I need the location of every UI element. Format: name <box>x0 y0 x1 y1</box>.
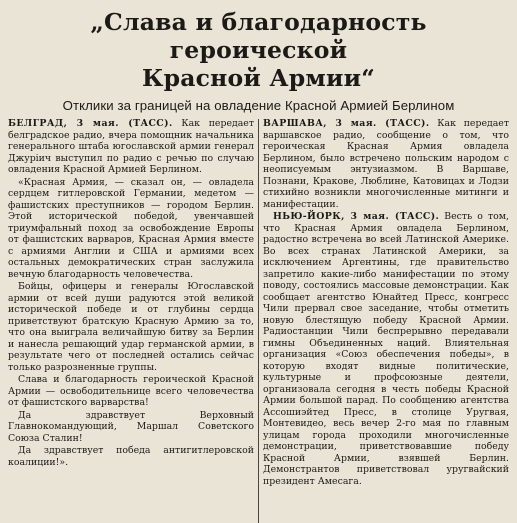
quote-paragraph-1: «Красная Армия, — сказал он, — овладела сердцем гитлеровской Германии, медетом — фашистских преступников — городом Берлин. Этой исторической победой, увенчавшей триумфальный поход за освобождение Европы от фашистских варваров, Красная Армия вместе с армиями Англии и США и армиями всех остальных демократических стран заслужила вечную благодарность человечества. <box>8 176 254 280</box>
warsaw-text: Как передает варшавское радио, сообщение о том, что героическая Красная Армия овладела Берлином, было встречено польским народом с неописуемым энтузиазмом. В Варшаве, Познани, Кракове, Люблине, Катовицах и Лодзи стихийно возникли многочисленные митинги и манифестации. <box>263 118 509 210</box>
headline-line-1: „Слава и благодарность героической <box>90 8 427 64</box>
warsaw-paragraph <box>263 118 509 210</box>
article-columns <box>8 118 509 523</box>
quote-paragraph-4: Да здравствует Верховный Главнокомандующий, Маршал Советского Союза Сталин! <box>8 409 254 444</box>
quote-paragraph-3: Слава и благодарность героической Красной Армии — освободительнице всего человечества от фашистского варварства! <box>8 374 254 408</box>
headline-line-2: Красной Армии“ <box>142 64 375 92</box>
new-york-dateline: НЬЮ-ЙОРК, 3 мая. (ТАСС). <box>273 211 440 222</box>
headline <box>8 8 509 92</box>
subheadline: Отклики за границей на овладение Красной Армией Берлином <box>62 98 455 113</box>
left-column <box>8 118 258 523</box>
quote-paragraph-2: Бойцы, офицеры и генералы Югославской армии от всей души радуются этой великой исторической победе и от глубины сердца приветствуют братскую Красную Армию за то, что она выиграла величайшую битву за Берлин и нанесла решающий удар германской армии, в результате чего от последней остались сейчас только разрозненные группы. <box>8 281 254 373</box>
belgrade-paragraph <box>8 118 254 176</box>
belgrade-text: Как передает белградское радио, вчера помощник начальника генерального штаба югославской армии генерал Джуріич выступил по радио с речью по случаю овладения Красной Армией Берлином. <box>8 118 254 175</box>
quote-paragraph-5: Да здравствует победа антигитлеровской коалиции!». <box>8 445 254 468</box>
belgrade-dateline: БЕЛГРАД, 3 мая. (ТАСС). <box>8 118 173 129</box>
new-york-text: Весть о том, что Красная Армия овладела Берлином, радостно встречена во всей Латинской Америке. Во всех странах Латинской Америки, за исключением Аргентины, где правительство запретило какие-либо манифестации по этому поводу, состоялись массовые демонстрации. Как сообщает агентство Юнайтед Пресс, конгресс Чили прервал свое заседание, чтобы отметить новую блестящую победу Красной Армии. Радиостанции Чили беспрерывно передавали гимны Объединенных наций. Влиятельная организация «Союз обеспечения победы», в которую входят видные политические, культурные и профсоюзные деятели, организовала сегодня в честь победы Красной Армии большой парад. По сообщению агентства Ассошиэйтед Пресс, в столице Уругвая, Монтевидео, весь вечер 2-го мая по главным улицам города проходили многочисленные демонстрации, приветствовавшие победу Красной Армии, взявшей Берлин. Демонстрантов приветствовал уругвайский президент Амесага. <box>263 211 509 487</box>
new-york-paragraph <box>263 211 509 487</box>
warsaw-dateline: ВАРШАВА, 3 мая. (ТАСС). <box>263 118 430 129</box>
right-column <box>259 118 509 523</box>
